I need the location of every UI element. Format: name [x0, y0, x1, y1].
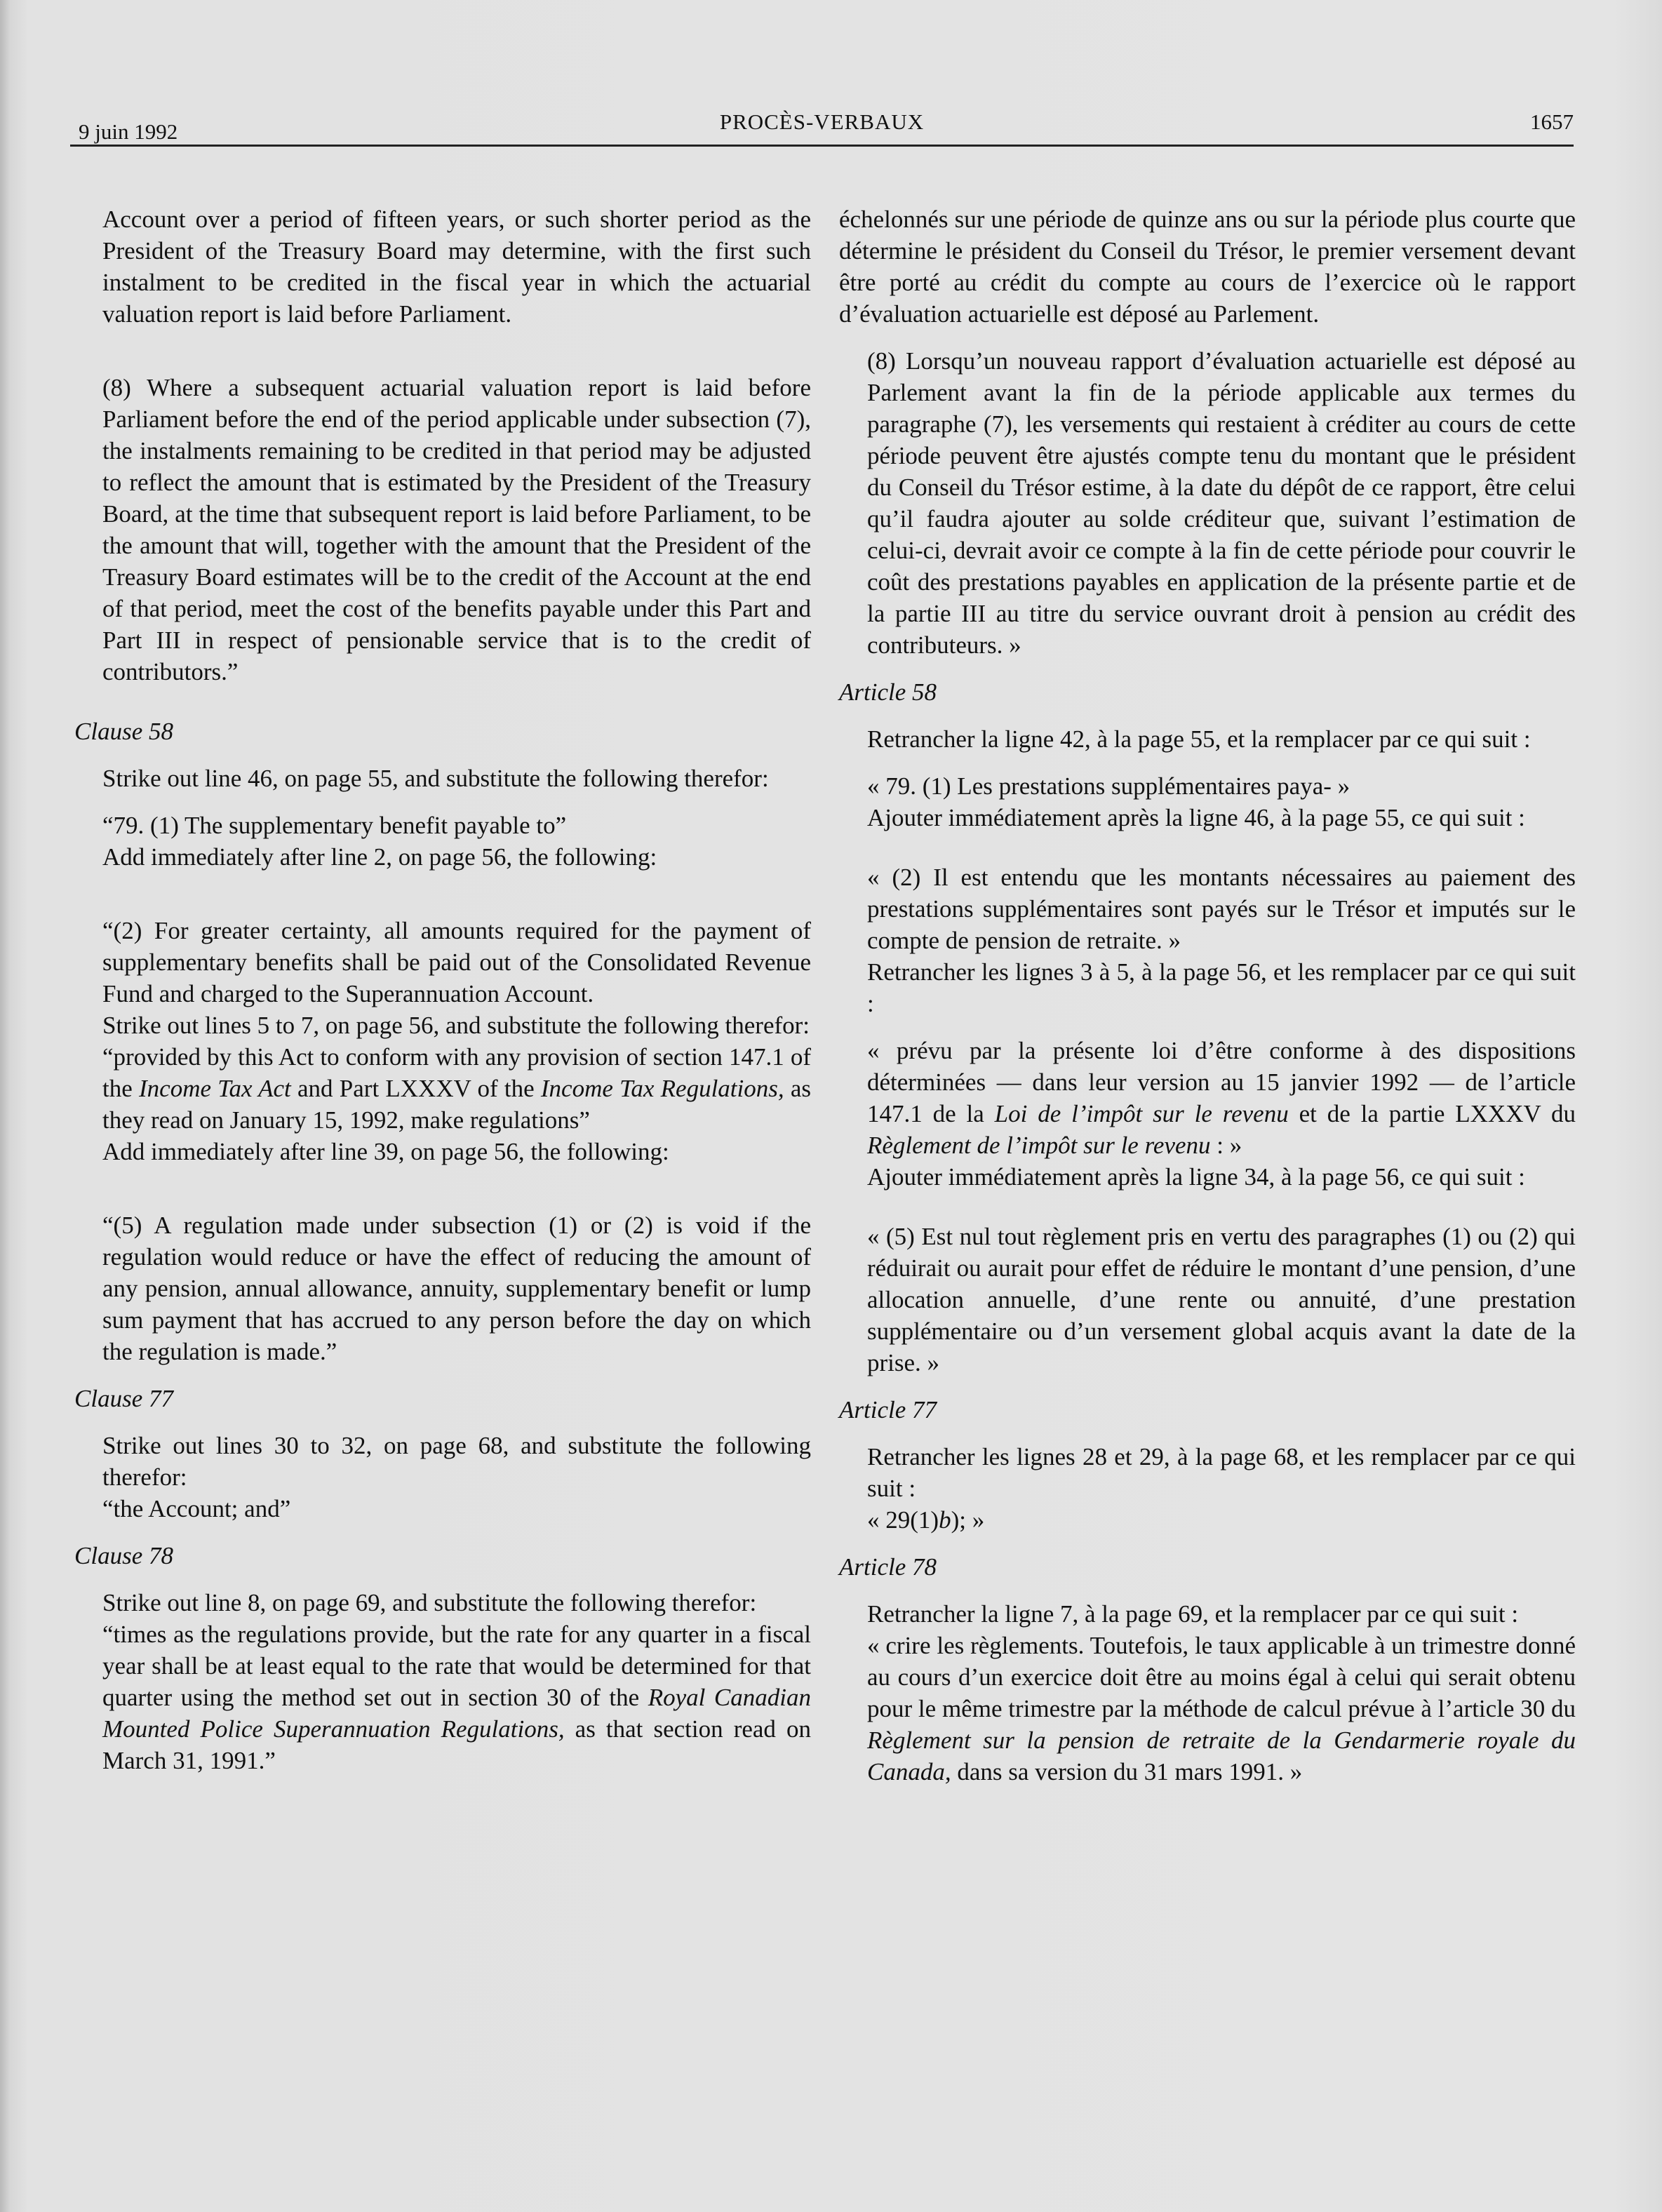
paragraph: échelonnés sur une période de quinze ans ou sur la période plus courte que détermine le président du Conseil du Trésor, le premier versement devant être porté au crédit du compte au cours de l’exercice où le rapport d’évaluation actuarielle est déposé au Parlement.: [839, 206, 1576, 328]
header-date: 9 juin 1992: [79, 119, 178, 144]
amendment-text: « (5) Est nul tout règlement pris en vertu des paragraphes (1) ou (2) qui réduirait ou aurait pour effet de réduire le montant d’une pension, d’une allocation annuelle, d’une rente ou annuité, d’une prestation supplémentaire ou d’un versement global acquis avant la date de la prise. »: [867, 1223, 1576, 1376]
article-heading: Article 77: [839, 1396, 937, 1423]
page-header: [70, 105, 1574, 147]
instruction: Retrancher la ligne 7, à la page 69, et la remplacer par ce qui suit :: [867, 1600, 1519, 1628]
header-title: PROCÈS-VERBAUX: [719, 109, 925, 134]
instruction: Retrancher les lignes 3 à 5, à la page 56, et les remplacer par ce qui suit :: [867, 958, 1576, 1017]
amendment-text: « crire les règlements. Toutefois, le taux applicable à un trimestre donné au cours d’un exercice doit être au moins égal à celui qui serait obtenu pour le même trimestre par la méthode de calcul prévue à l’article 30 du Règlement sur la pension de retraite de la Gendarmerie royale du Canada, dans sa version du 31 mars 1991. »: [867, 1632, 1576, 1785]
french-column: [839, 203, 1576, 1788]
instruction: Strike out lines 5 to 7, on page 56, and substitute the following therefor:: [102, 1012, 810, 1039]
instruction: Add immediately after line 39, on page 56, the following:: [102, 1138, 669, 1165]
instruction: Strike out line 8, on page 69, and substitute the following therefor:: [102, 1589, 757, 1616]
amendment-text: “provided by this Act to conform with any provision of section 147.1 of the Income Tax Act and Part LXXXV of the Income Tax Regulations, as they read on January 15, 1992, make regulations”: [102, 1043, 812, 1134]
paragraph: Account over a period of fifteen years, or such shorter period as the President of the Treasury Board may determine, with the first such instalment to be credited in the fiscal year in which the actuarial valuation report is laid before Parliament.: [102, 206, 811, 328]
instruction: Strike out line 46, on page 55, and substitute the following therefor:: [102, 765, 769, 792]
clause-heading: Clause 77: [74, 1385, 173, 1412]
paragraph: (8) Lorsqu’un nouveau rapport d’évaluation actuarielle est déposé au Parlement avant la fin de la période applicable aux termes du paragraphe (7), les versements qui restaient à créditer au cours de cette période peuvent être ajustés compte tenu du montant que le président du Conseil du Trésor estime, à la date du dépôt de ce rapport, être celui qu’il faudra ajouter au solde créditeur que, suivant l’estimation de celui-ci, devrait avoir ce compte à la fin de cette période pour couvrir le coût des prestations payables en application de la présente partie et de la partie III au titre du service ouvrant droit à pension au crédit des contributeurs. »: [867, 347, 1576, 659]
header-page-number: 1657: [1530, 109, 1574, 134]
amendment-text: « (2) Il est entendu que les montants nécessaires au paiement des prestations supplémentaires sont payés sur le Trésor et imputés sur le compte de pension de retraite. »: [867, 864, 1576, 954]
amendment-text: “79. (1) The supplementary benefit payable to”: [102, 812, 567, 839]
article-heading: Article 78: [839, 1553, 937, 1581]
amendment-text: “the Account; and”: [102, 1495, 291, 1522]
english-column: [74, 203, 811, 1776]
clause-heading: Clause 78: [74, 1542, 173, 1569]
amendment-text: “(2) For greater certainty, all amounts required for the payment of supplementary benefits shall be paid out of the Consolidated Revenue Fund and charged to the Superannuation Account.: [102, 917, 811, 1007]
instruction: Retrancher la ligne 42, à la page 55, et la remplacer par ce qui suit :: [867, 725, 1531, 753]
amendment-text: « 29(1)b); »: [867, 1506, 985, 1534]
amendment-text: « 79. (1) Les prestations supplémentaires paya- »: [867, 772, 1351, 800]
amendment-text: “times as the regulations provide, but the rate for any quarter in a fiscal year shall be at least equal to the rate that would be determined for that quarter using the method set out in section 30 of the Royal Canadian Mounted Police Superannuation Regulations, as that section read on March 31, 1991.”: [102, 1621, 811, 1774]
amendment-text: “(5) A regulation made under subsection (1) or (2) is void if the regulation would reduce or have the effect of reducing the amount of any pension, annual allowance, annuity, supplementary benefit or lump sum payment that has accrued to any person before the day on which the regulation is made.”: [102, 1212, 811, 1365]
paragraph: (8) Where a subsequent actuarial valuation report is laid before Parliament before the end of the period applicable under subsection (7), the instalments remaining to be credited in that period may be adjusted to reflect the amount that is estimated by the President of the Treasury Board, at the time that subsequent report is laid before Parliament, to be the amount that will, together with the amount that the President of the Treasury Board estimates will be to the credit of the Account at the end of that period, meet the cost of the benefits payable under this Part and Part III in respect of pensionable service that is to the credit of contributors.”: [102, 374, 811, 685]
instruction: Add immediately after line 2, on page 56, the following:: [102, 843, 657, 871]
instruction: Retrancher les lignes 28 et 29, à la page 68, et les remplacer par ce qui suit :: [867, 1443, 1576, 1502]
clause-heading: Clause 58: [74, 718, 173, 745]
instruction: Ajouter immédiatement après la ligne 34, à la page 56, ce qui suit :: [867, 1163, 1525, 1191]
instruction: Strike out lines 30 to 32, on page 68, and substitute the following therefor:: [102, 1432, 811, 1491]
amendment-text: « prévu par la présente loi d’être conforme à des dispositions déterminées — dans leur version au 15 janvier 1992 — de l’article 147.1 de la Loi de l’impôt sur le revenu et de la partie LXXXV du Règlement de l’impôt sur le revenu : »: [867, 1037, 1576, 1159]
article-heading: Article 58: [839, 678, 937, 706]
instruction: Ajouter immédiatement après la ligne 46, à la page 55, ce qui suit :: [867, 804, 1525, 831]
